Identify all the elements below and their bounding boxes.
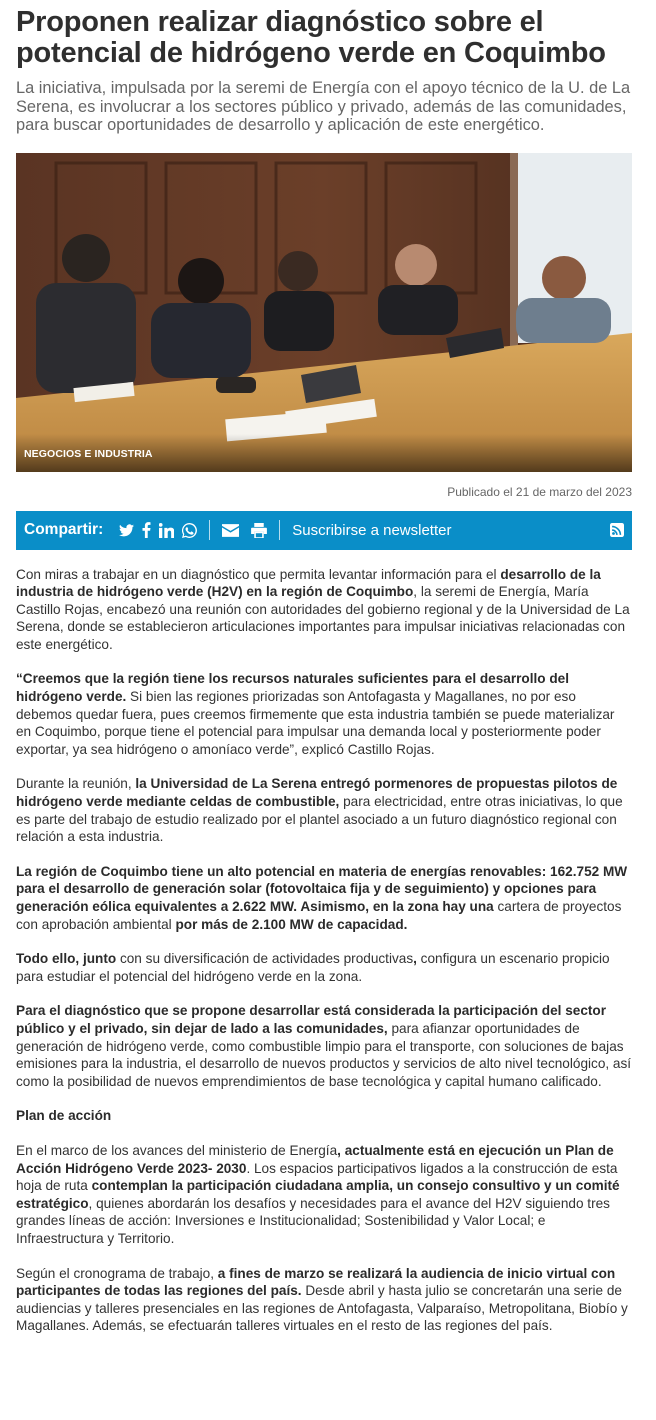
paragraph-8: Según el cronograma de trabajo, a fines de marzo se realizará la audiencia de inicio virtual con participantes de todas las regiones del país. Desde abril y hasta julio se concretarán una serie de audiencias y talleres presenciales en las regiones de Antofagasta, Valparaíso, Metropolitana, Biobío y Magallanes. Además, se efectuarán talleres virtuales en el resto de las regiones del país. bbox=[16, 1265, 628, 1334]
share-bar bbox=[16, 511, 632, 550]
email-icon[interactable] bbox=[222, 520, 239, 540]
article-photo bbox=[16, 153, 632, 472]
article-title: Proponen realizar diagnóstico sobre el potencial de hidrógeno verde en Coquimbo bbox=[16, 6, 606, 69]
linkedin-icon[interactable] bbox=[159, 520, 174, 540]
rss-icon[interactable] bbox=[610, 520, 624, 540]
meeting-photo-illustration bbox=[16, 153, 632, 472]
paragraph-2: “Creemos que la región tiene los recursos naturales suficientes para el desarrollo del hidrógeno verde. Si bien las regiones priorizadas son Antofagasta y Magallanes, no por eso debemos quedar fuera, pues creemos firmemente que esta industria también se puede materializar en Coquimbo, porque tiene el potencial para impulsar una demanda local y posteriormente poder exportar, ya sea hidrógeno o amoníaco verde”, explicó Castillo Rojas. bbox=[16, 671, 615, 757]
print-icon[interactable] bbox=[251, 520, 267, 540]
newsletter-link[interactable]: Suscribirse a newsletter bbox=[292, 521, 452, 539]
published-date: Publicado el 21 de marzo del 2023 bbox=[447, 484, 632, 499]
share-separator bbox=[209, 520, 210, 540]
paragraph-6: Para el diagnóstico que se propone desarrollar está considerada la participación del sector público y el privado, sin dejar de lado a las comunidades, para afianzar oportunidades de generación de hidrógeno verde, como combustible limpio para el transporte, con soluciones de bajas emisiones para la industria, el desarrollo de nuevos productos y servicios de alto nivel tecnológico, así como la posibilidad de nuevos emprendimientos de base tecnológica y capital humano calificado. bbox=[16, 1003, 632, 1089]
article-lead: La iniciativa, impulsada por la seremi de Energía con el apoyo técnico de la U. de La Serena, es involucrar a los sectores público y privado, además de las comunidades, para buscar oportunidades de desarrollo y aplicación de este energético. bbox=[16, 79, 631, 134]
category-overlay bbox=[16, 434, 632, 472]
facebook-icon[interactable] bbox=[142, 520, 151, 540]
twitter-icon[interactable] bbox=[119, 520, 134, 540]
paragraph-7: En el marco de los avances del ministerio de Energía, actualmente está en ejecución un Plan de Acción Hidrógeno Verde 2023- 2030. Los espacios participativos ligados a la construcción de esta hoja de ruta contemplan la participación ciudadana amplia, un consejo consultivo y un comité estratégico, quienes abordarán los desafíos y necesidades para el avance del H2V siguiendo tres grandes líneas de acción: Inversiones e Institucionalidad; Sostenibilidad y Valor Local; e Infraestructura y Territorio. bbox=[16, 1142, 620, 1246]
paragraph-3: Durante la reunión, la Universidad de La Serena entregó pormenores de propuestas pilotos de hidrógeno verde mediante celdas de combustible, para electricidad, entre otras iniciativas, lo que es parte del trabajo de estudio realizado por el plantel asociado a un futuro diagnóstico regional con relación a esta industria. bbox=[16, 776, 623, 845]
paragraph-5: Todo ello, junto con su diversificación de actividades productivas, configura un escenario propicio para estudiar el potencial del hidrógeno verde en la zona. bbox=[16, 951, 610, 984]
share-separator bbox=[279, 520, 280, 540]
category-label[interactable]: NEGOCIOS E INDUSTRIA bbox=[24, 447, 153, 460]
article-body bbox=[16, 566, 632, 1335]
share-label: Compartir: bbox=[24, 521, 104, 538]
whatsapp-icon[interactable] bbox=[182, 520, 197, 540]
article bbox=[16, 0, 632, 1335]
section-heading: Plan de acción bbox=[16, 1108, 112, 1124]
paragraph-4: La región de Coquimbo tiene un alto potencial en materia de energías renovables: 162.752 MW para el desarrollo de generación solar (fotovoltaica fija y de seguimiento) y opciones para generación eólica equivalentes a 2.622 MW. Asimismo, en la zona hay una cartera de proyectos con aprobación ambiental por más de 2.100 MW de capacidad. bbox=[16, 863, 628, 932]
paragraph-1: Con miras a trabajar en un diagnóstico que permita levantar información para el desarrollo de la industria de hidrógeno verde (H2V) en la región de Coquimbo, la seremi de Energía, María Castillo Rojas, encabezó una reunión con autoridades del gobierno regional y de la Universidad de La Serena, donde se establecieron articulaciones importantes para impulsar iniciativas relacionadas con este energético. bbox=[16, 566, 630, 652]
